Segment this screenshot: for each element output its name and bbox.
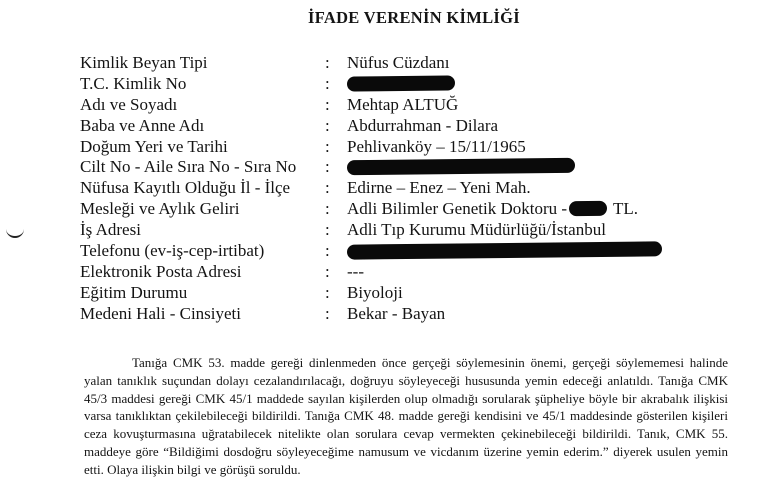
field-value: --- <box>347 261 364 281</box>
document-title: İFADE VERENİN KİMLİĞİ <box>308 8 520 27</box>
field-medeni-hali-cinsiyeti <box>80 304 720 325</box>
redaction-mark <box>569 201 607 216</box>
field-value <box>347 157 720 178</box>
field-colon: : <box>325 282 330 302</box>
field-value-suffix: TL. <box>612 199 639 219</box>
field-label: Eğitim Durumu <box>80 282 188 302</box>
field-value: Mehtap ALTUĞ <box>347 94 459 114</box>
field-colon: : <box>325 53 330 72</box>
field-colon: : <box>325 220 330 240</box>
field-telefonu <box>80 241 720 262</box>
field-label: Medeni Hali - Cinsiyeti <box>80 303 242 323</box>
redaction-mark <box>347 158 575 175</box>
field-label: İş Adresi <box>80 220 141 240</box>
field-is-adresi <box>80 220 720 241</box>
field-label: Baba ve Anne Adı <box>80 115 205 135</box>
field-value: Abdurrahman - Dilara <box>347 115 499 135</box>
field-dogum-yeri-tarihi <box>80 137 720 158</box>
statement-paragraph: Tanığa CMK 53. madde gereği dinlenmeden önce gerçeği söylemesinin önemi, gerçeği söylememesi halinde yalan tanıklık suçundan dolayı cezalandırılacağı, doğruyu söyleyeceği hususunda yemin edeceği anlatıldı. Tanığa CMK 45/3 maddesi gereği CMK 45/1 maddede sayılan kişilerden olup olmadığı sorularak şüpheliye böyle bir akrabalık ilişkisi varsa tanıklıktan çekilebileceği bildirildi. Tanığa CMK 48. madde gereği kendisini ve 45/1 maddesinde gösterilen kişileri ceza kovuşturmasına uğratabilecek nitelikte olan sorulara cevap vermekten çekinebileceği bildirildi. Tanık, CMK 55. maddeye göre “Bildiğimi dosdoğru söyleyeceğime namusum ve vicdanım üzerine yemin ederim.” diyerek usulen yemin etti. Olaya ilişkin bilgi ve görüşü soruldu. <box>84 355 728 477</box>
field-value <box>347 74 720 95</box>
field-label: Mesleği ve Aylık Geliri <box>80 199 240 219</box>
field-meslek-aylik-gelir <box>80 199 720 220</box>
field-value: Adli Tıp Kurumu Müdürlüğü/İstanbul <box>347 220 606 240</box>
field-value: Nüfus Cüzdanı <box>347 53 450 72</box>
identity-fields <box>80 53 720 325</box>
field-value <box>347 199 720 220</box>
field-colon: : <box>325 241 330 261</box>
field-colon: : <box>325 261 330 281</box>
field-value <box>347 241 720 262</box>
field-baba-anne-adi <box>80 116 720 137</box>
field-nufusa-kayitli-il-ilce <box>80 178 720 199</box>
field-label: Doğum Yeri ve Tarihi <box>80 136 228 156</box>
field-label: Kimlik Beyan Tipi <box>80 53 208 72</box>
field-colon: : <box>325 73 330 93</box>
field-value: Biyoloji <box>347 282 403 302</box>
field-colon: : <box>325 178 330 198</box>
field-value: Bekar - Bayan <box>347 303 446 323</box>
field-label: Adı ve Soyadı <box>80 94 178 114</box>
field-colon: : <box>325 157 330 177</box>
field-adi-soyadi <box>80 95 720 116</box>
field-cilt-aile-sira-no <box>80 157 720 178</box>
field-value-prefix: Adli Bilimler Genetik Doktoru - <box>347 199 568 219</box>
redaction-mark <box>347 241 662 259</box>
field-kimlik-beyan-tipi <box>80 53 720 74</box>
field-label: Telefonu (ev-iş-cep-irtibat) <box>80 241 265 261</box>
field-colon: : <box>325 199 330 219</box>
field-value: Pehlivanköy – 15/11/1965 <box>347 136 526 156</box>
field-label: T.C. Kimlik No <box>80 73 187 93</box>
field-colon: : <box>325 94 330 114</box>
field-label: Elektronik Posta Adresi <box>80 261 242 281</box>
redaction-mark <box>347 75 455 91</box>
field-colon: : <box>325 303 330 323</box>
field-value: Edirne – Enez – Yeni Mah. <box>347 178 531 198</box>
field-tc-kimlik-no <box>80 74 720 95</box>
scan-mark <box>6 226 24 238</box>
field-egitim-durumu <box>80 283 720 304</box>
field-colon: : <box>325 115 330 135</box>
field-colon: : <box>325 136 330 156</box>
field-label: Cilt No - Aile Sıra No - Sıra No <box>80 157 297 177</box>
field-label: Nüfusa Kayıtlı Olduğu İl - İlçe <box>80 178 291 198</box>
field-elektronik-posta <box>80 262 720 283</box>
